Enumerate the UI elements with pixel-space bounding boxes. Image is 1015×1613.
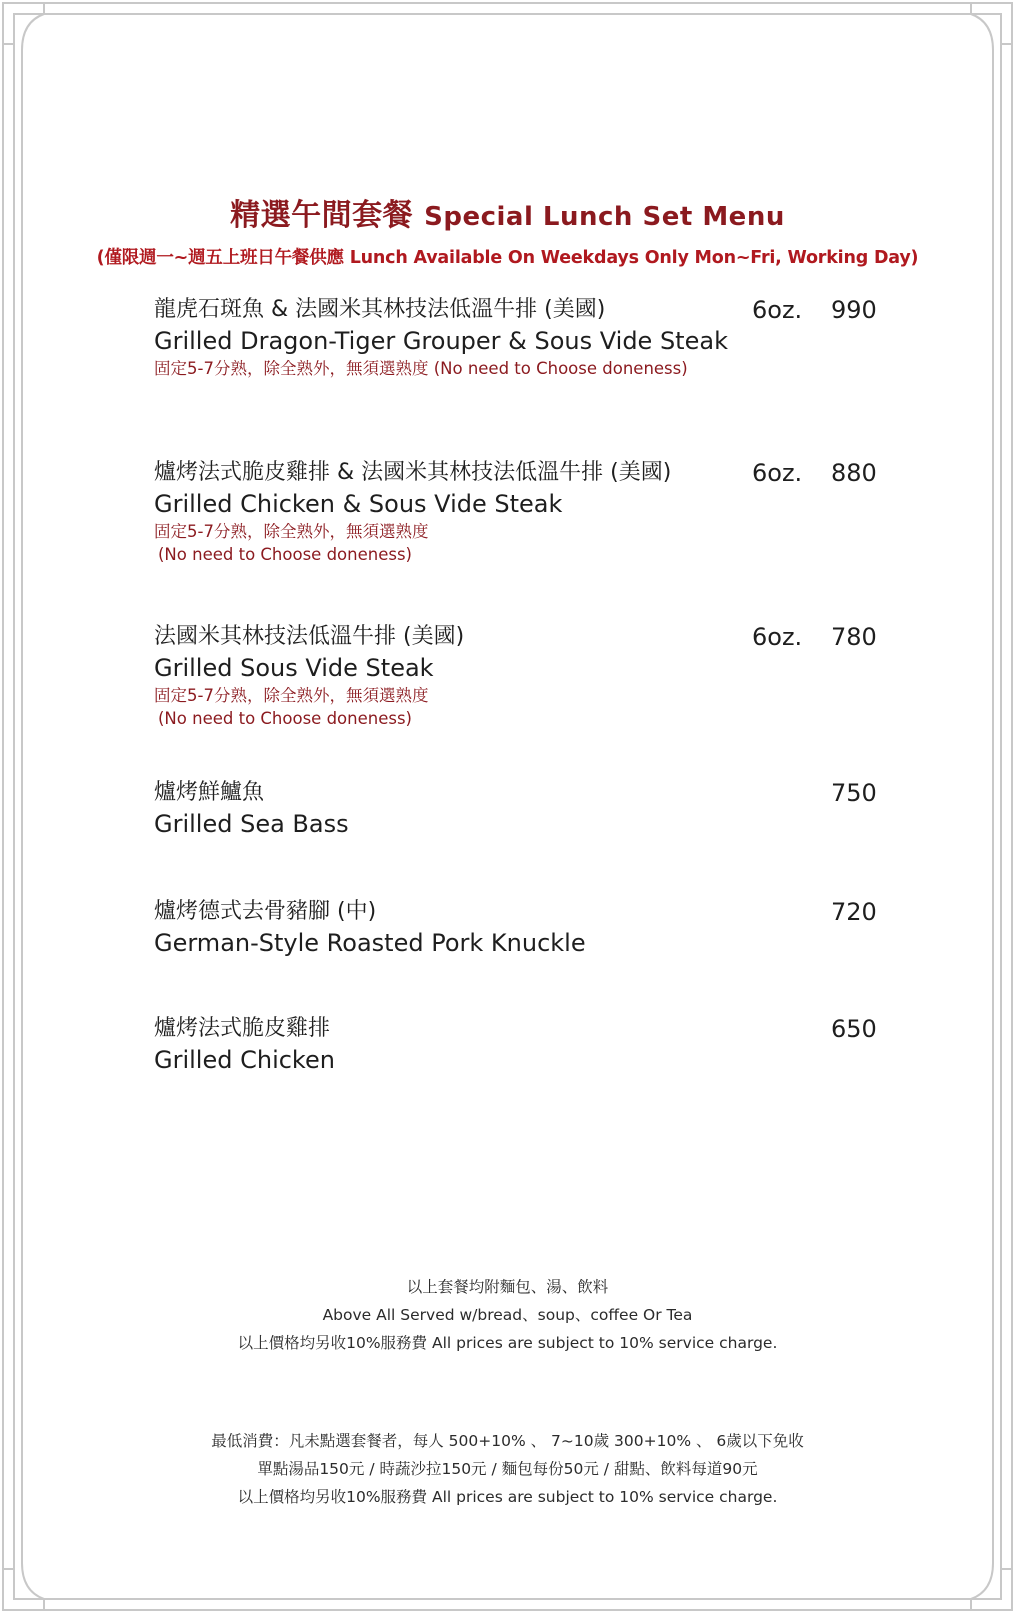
item-name-en: German-Style Roasted Pork Knuckle xyxy=(154,929,586,957)
menu-item xyxy=(154,897,884,959)
menu-title-zh: 精選午間套餐 xyxy=(230,198,414,233)
item-name-zh: 爐烤德式去骨豬腳 (中) xyxy=(154,899,377,924)
menu-item xyxy=(154,1014,884,1076)
item-portion: 6oz. xyxy=(752,459,803,487)
menu-item xyxy=(154,778,884,840)
menu-item xyxy=(154,458,884,566)
footer-line: 以上套餐均附麵包、湯、飲料 xyxy=(406,1278,609,1296)
footer-line: Above All Served w/bread、soup、coffee Or Tea xyxy=(322,1306,693,1324)
footer-line: 最低消費：凡未點選套餐者，每人 500+10% 、 7~10歲 300+10% 、 6歲以下免收 xyxy=(211,1432,804,1450)
item-note: (No need to Choose doneness) xyxy=(158,545,412,564)
item-price: 720 xyxy=(831,898,877,926)
item-name-zh: 法國米其林技法低溫牛排 (美國) xyxy=(154,624,465,649)
item-name-zh: 爐烤法式脆皮雞排 & 法國米其林技法低溫牛排 (美國) xyxy=(154,460,672,485)
item-portion: 6oz. xyxy=(752,623,803,651)
footer-line: 以上價格均另收10%服務費 All prices are subject to 10% service charge. xyxy=(237,1488,778,1506)
item-name-zh: 爐烤法式脆皮雞排 xyxy=(154,1016,331,1041)
item-name-zh: 龍虎石斑魚 & 法國米其林技法低溫牛排 (美國) xyxy=(154,297,606,322)
menu-title-en: Special Lunch Set Menu xyxy=(424,202,785,232)
footer-line: 以上價格均另收10%服務費 All prices are subject to 10% service charge. xyxy=(237,1334,778,1352)
item-price: 650 xyxy=(831,1015,877,1043)
item-price: 990 xyxy=(831,296,877,324)
footer-line: 單點湯品150元 / 時蔬沙拉150元 / 麵包每份50元 / 甜點、飲料每道90元 xyxy=(257,1460,758,1478)
item-name-zh: 爐烤鮮鱸魚 xyxy=(154,780,265,805)
item-name-en: Grilled Dragon-Tiger Grouper & Sous Vide Steak xyxy=(154,327,728,355)
item-name-en: Grilled Sous Vide Steak xyxy=(154,654,434,682)
item-note: 固定5-7分熟，除全熟外，無須選熟度 xyxy=(154,686,429,705)
item-price: 780 xyxy=(831,623,877,651)
menu-item xyxy=(154,295,884,380)
item-note: (No need to Choose doneness) xyxy=(158,709,412,728)
item-name-en: Grilled Chicken & Sous Vide Steak xyxy=(154,490,563,518)
minimum-charge-note xyxy=(0,1427,1015,1511)
menu-subtitle: (僅限週一~週五上班日午餐供應 Lunch Available On Weekdays Only Mon~Fri, Working Day) xyxy=(96,248,919,268)
item-note: 固定5-7分熟，除全熟外，無須選熟度 xyxy=(154,522,429,541)
item-portion: 6oz. xyxy=(752,296,803,324)
item-note: 固定5-7分熟，除全熟外，無須選熟度 (No need to Choose doneness) xyxy=(154,359,688,378)
item-name-en: Grilled Chicken xyxy=(154,1046,335,1074)
item-price: 880 xyxy=(831,459,877,487)
item-price: 750 xyxy=(831,779,877,807)
menu-item xyxy=(154,622,884,730)
served-with-note xyxy=(0,1273,1015,1357)
menu-title xyxy=(0,190,1015,234)
item-name-en: Grilled Sea Bass xyxy=(154,810,349,838)
